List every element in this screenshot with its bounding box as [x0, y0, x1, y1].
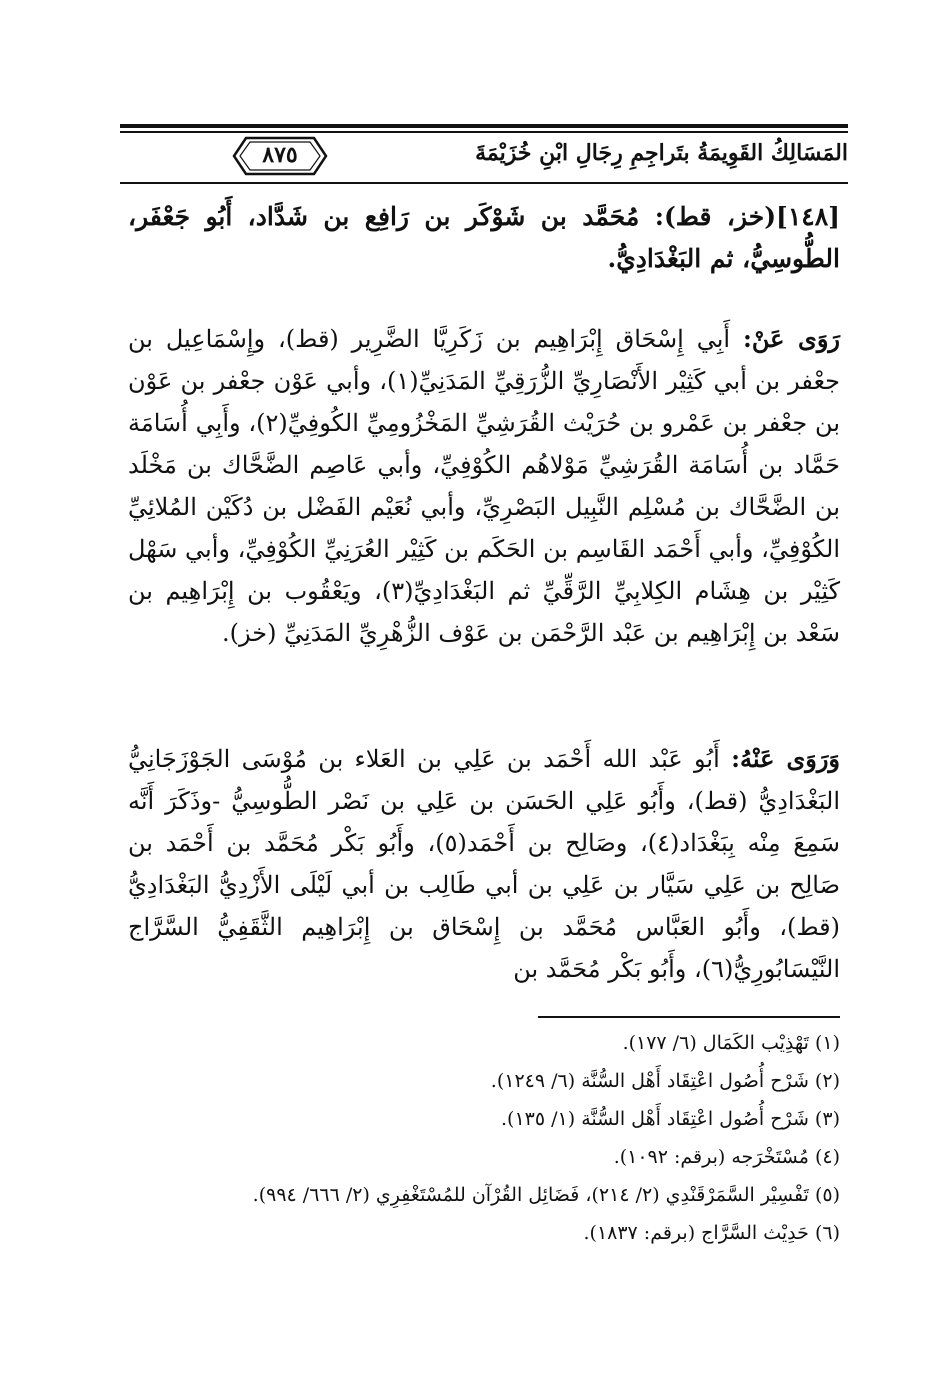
footnote-separator: [538, 1016, 840, 1018]
footnotes-list: [128, 1024, 840, 1252]
entry-title: [١٤٨](خز، قط): مُحَمَّد بن شَوْكَر بن رَافِع بن شَدَّاد، أَبُو جَعْفَر، الطُّوسِيُّ، ثم البَغْدَادِيُّ.: [128, 202, 840, 273]
footnote-2: (٢) شَرْح أُصُول اعْتِقَاد أَهْل السُّنَّة (٦/ ١٢٤٩).: [490, 1070, 840, 1092]
narrated-by-lead: وَرَوَى عَنْهُ:: [731, 744, 840, 773]
footnote-4: (٤) مُسْتَخْرَجه (برقم: ١٠٩٢).: [613, 1146, 840, 1168]
footnote-6: (٦) حَدِيْث السَّرَّاج (برقم: ١٨٣٧).: [583, 1222, 840, 1244]
narrated-from-lead: رَوَى عَنْ:: [742, 324, 840, 353]
running-header-title: المَسَالِكُ القَوِيمَةُ بتَراجِمِ رِجَالِ ابْنِ خُزَيْمَةَ: [475, 140, 848, 166]
header-rule-bottom: [120, 182, 848, 184]
narrated-from-paragraph: [128, 318, 840, 654]
footnote-1: (١) تَهْذِيْب الكَمَال (٦/ ١٧٧).: [622, 1032, 840, 1054]
header-rule-top: [120, 124, 848, 128]
footnote-5: (٥) تَفْسِيْر السَّمَرْقَنْدِي (٢/ ٢١٤)، فَضَائِل القُرْآن للمُسْتَغْفِرِي (٢/ ٦٦٦/ ٩٩٤).: [252, 1184, 840, 1206]
header-rule-middle: [120, 131, 848, 133]
narrated-from-text: أَبِي إِسْحَاق إِبْرَاهِيم بن زَكَرِيَّا الضَّرِير (قط)، وإِسْمَاعِيل بن جعْفر بن أبي كَثِيْر الأَنْصَارِيِّ الزُّرَقِيِّ المَدَنِيِّ(١)، وأبي عَوْن جعْفر بن عَوْن بن جعْفر بن عَمْرو بن حُرَيْث القُرَشِيِّ المَخْزُومِيِّ الكُوفِيِّ(٢)، وأَبِي أُسَامَة حَمَّاد بن أُسَامَة القُرَشِيِّ مَوْلاهُم الكُوْفِيِّ، وأبي عَاصِم الضَّحَّاك بن مَخْلَد بن الضَّحَّاك بن مُسْلِم النَّبِيل البَصْرِيِّ، وأبي نُعَيْم الفَضْل بن دُكَيْن المُلائِيِّ الكُوْفِيِّ، وأبي أَحْمَد القَاسِم بن الحَكَم بن كَثِيْر العُرَنِيِّ الكُوْفِيِّ، وأبي سَهْل كَثِيْر بن هِشَام الكِلابِيِّ الرَّقِّيِّ ثم البَغْدَادِيِّ(٣)، ويَعْقُوب بن إِبْرَاهِيم بن سَعْد بن إِبْرَاهِيم بن عَبْد الرَّحْمَن بن عَوْف الزُّهْرِيِّ المَدَنِيِّ (خز).: [128, 325, 840, 647]
page-number: ٨٧٥: [262, 142, 298, 168]
narrated-by-paragraph: [128, 738, 840, 990]
page-number-badge: [232, 136, 328, 176]
narrated-by-text: أَبُو عَبْد الله أَحْمَد بن عَلِي بن العَلاء بن مُوْسَى الجَوْزَجَانِيُّ البَغْدَادِيُّ (قط)، وأَبُو عَلِي الحَسَن بن عَلِي بن نَصْر الطُّوسِيُّ -وذَكَرَ أَنَّه سَمِعَ مِنْه بِبَغْدَاد(٤)، وصَالِح بن أَحْمَد(٥)، وأَبُو بَكْر مُحَمَّد بن أَحْمَد بن صَالِح بن عَلِي سَيَّار بن عَلِي بن أبي طَالِب بن أبي لَيْلَى الأَزْدِيُّ البَغْدَادِيُّ (قط)، وأَبُو العَبَّاس مُحَمَّد بن إِسْحَاق بن إِبْرَاهِيم الثَّقَفِيُّ السَّرَّاج النَّيْسَابُورِيُّ(٦)، وأَبُو بَكْر مُحَمَّد بن: [128, 745, 841, 983]
footnote-3: (٣) شَرْح أُصُول اعْتِقَاد أَهْل السُّنَّة (١/ ١٣٥).: [501, 1108, 840, 1130]
